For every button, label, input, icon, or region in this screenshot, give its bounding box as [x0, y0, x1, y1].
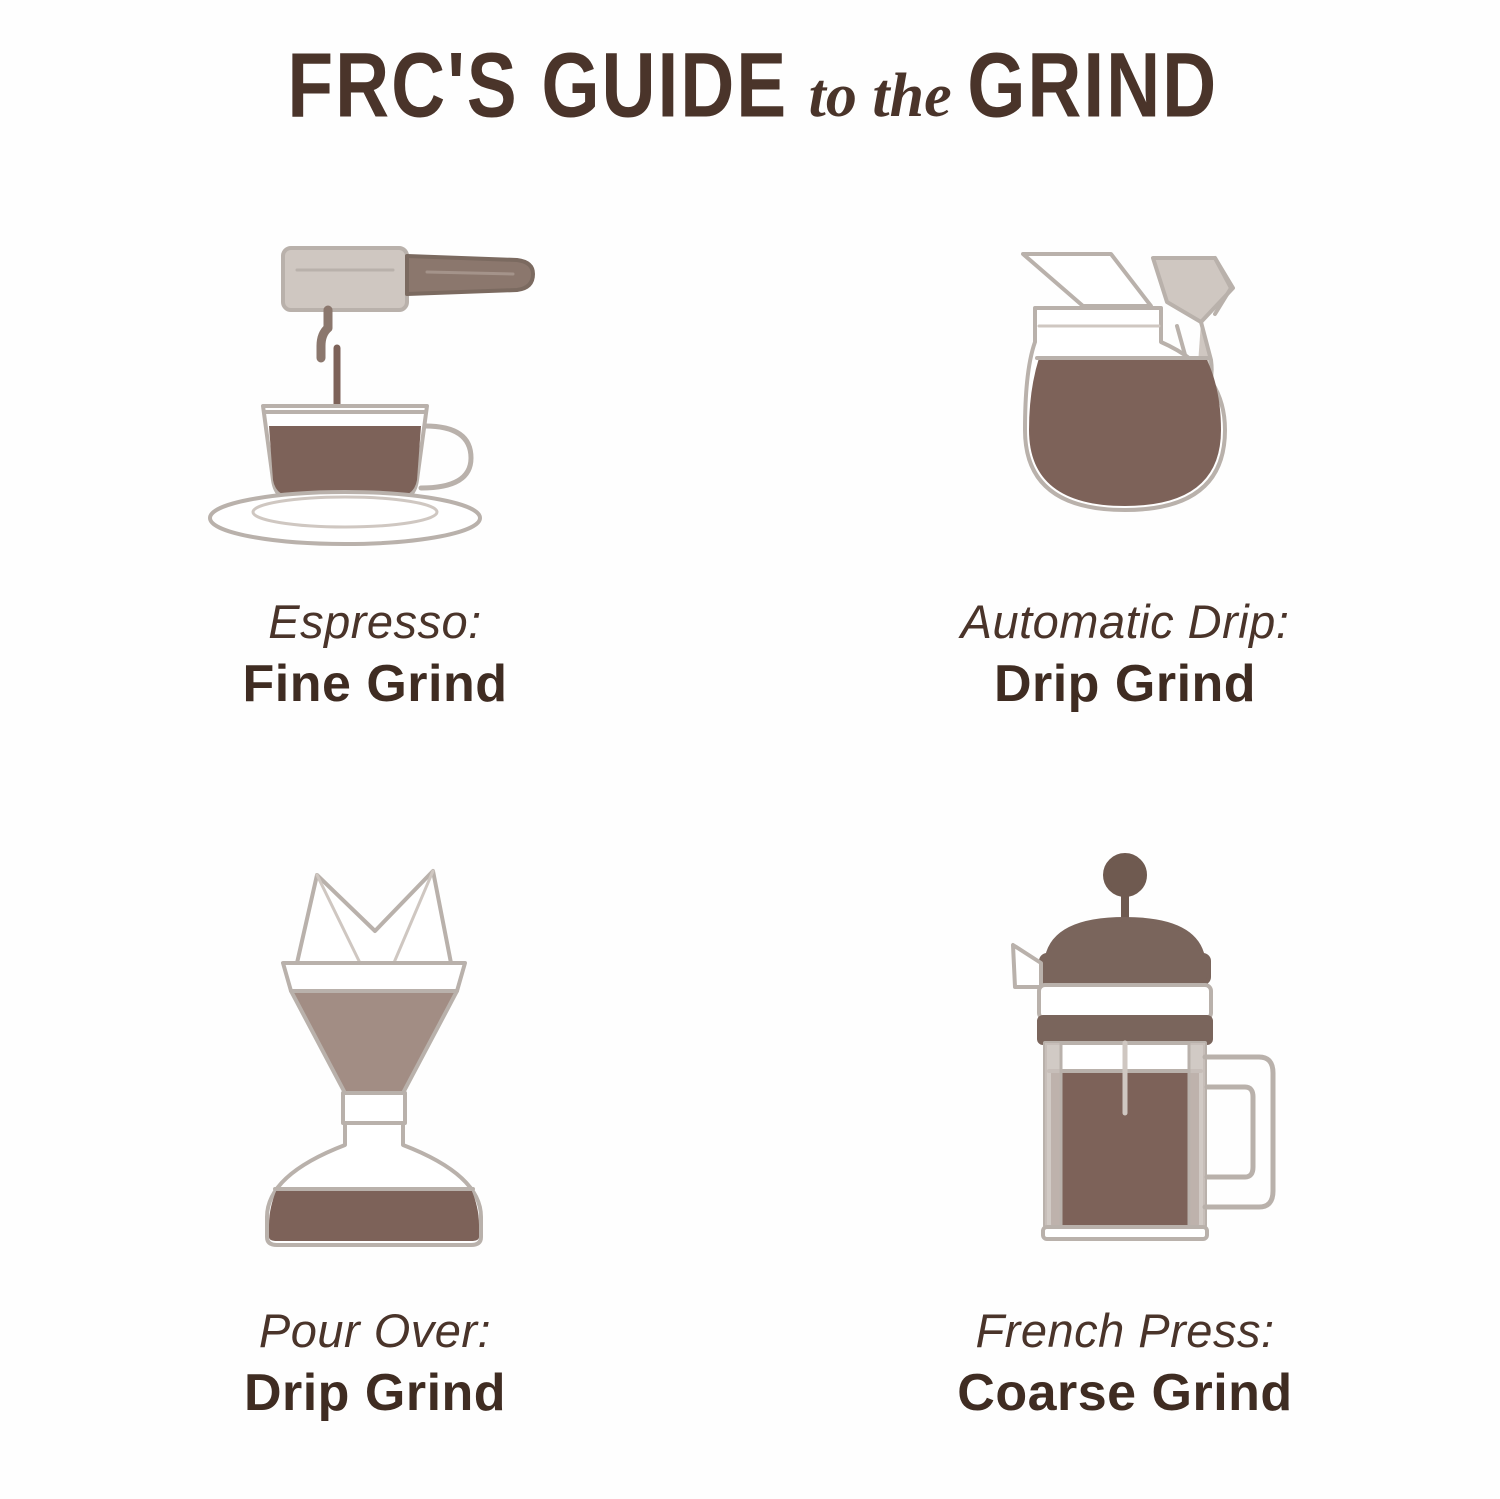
method-label: Automatic Drip:	[960, 595, 1290, 648]
grind-label: Fine Grind	[242, 654, 508, 713]
title-part-3: GRIND	[966, 32, 1218, 137]
caption-espresso	[243, 596, 508, 713]
espresso-machine-cup-icon	[165, 190, 585, 570]
grind-label: Coarse Grind	[957, 1363, 1293, 1422]
brew-method-grid	[0, 190, 1500, 1480]
title-part-1: FRC'S GUIDE	[287, 32, 789, 137]
card-pour-over	[0, 835, 750, 1480]
method-label: French Press:	[975, 1304, 1275, 1357]
card-espresso	[0, 190, 750, 835]
grind-label: Drip Grind	[993, 654, 1257, 713]
caption-french-press	[957, 1305, 1292, 1422]
title-part-2: to the	[808, 62, 952, 130]
method-label: Espresso:	[268, 595, 482, 648]
caption-pour-over	[244, 1305, 506, 1422]
grind-label: Drip Grind	[243, 1363, 507, 1422]
french-press-icon	[915, 835, 1335, 1265]
page-title	[0, 32, 1500, 139]
caption-automatic-drip	[961, 596, 1290, 713]
card-automatic-drip	[750, 190, 1500, 835]
method-label: Pour Over:	[258, 1304, 492, 1357]
pour-over-chemex-icon	[165, 835, 585, 1265]
automatic-drip-carafe-icon	[915, 190, 1335, 570]
card-french-press	[750, 835, 1500, 1480]
